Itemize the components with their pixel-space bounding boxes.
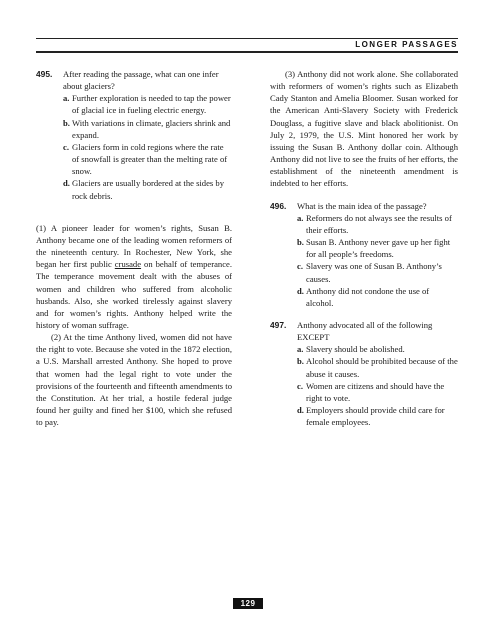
option-text: Glaciers are usually bordered at the sides by rock debris. bbox=[72, 178, 225, 201]
left-column bbox=[36, 68, 232, 428]
page-number: 129 bbox=[233, 598, 263, 609]
option-d bbox=[63, 177, 232, 201]
question-495 bbox=[36, 68, 232, 202]
option-letter: c. bbox=[63, 141, 69, 152]
question-stem: After reading the passage, what can one infer about glaciers? bbox=[63, 69, 219, 92]
option-letter: b. bbox=[63, 117, 70, 128]
option-letter: b. bbox=[297, 356, 304, 367]
option-d bbox=[297, 404, 458, 428]
passage-paragraph-2: (2) At the time Anthony lived, women did not have the right to vote. Because she voted in the 1872 election, a U.S. Marshall arrested Anthony. She hoped to prove that women had the legal right to vote under the provisions of the fourteenth and fifteenth amendments to the Constitution. At her trial, a hostile federal judge found her guilty and fined her $100, which she refused to pay. bbox=[36, 332, 232, 428]
option-text: Glaciers form in cold regions where the rate of snowfall is greater than the melting rate of snow. bbox=[72, 141, 228, 177]
question-496 bbox=[270, 200, 458, 309]
option-b bbox=[63, 117, 232, 141]
option-a bbox=[297, 212, 458, 236]
paragraph-text: (1) A pioneer leader for women’s rights, Susan B. Anthony became one of the leading women reformers of the nineteenth century. In Rochester, New York, she began her first public bbox=[36, 222, 232, 270]
running-header bbox=[36, 38, 458, 52]
option-letter: a. bbox=[63, 93, 70, 104]
option-c bbox=[63, 141, 232, 177]
option-letter: d. bbox=[297, 405, 304, 416]
option-text: Alcohol should be prohibited because of the abuse it causes. bbox=[306, 356, 458, 379]
option-c bbox=[297, 380, 458, 404]
question-stem: What is the main idea of the passage? bbox=[297, 200, 427, 211]
question-number: 495. bbox=[36, 69, 53, 79]
option-letter: c. bbox=[297, 261, 303, 272]
paragraph-text: on behalf of temperance. The temperance movement dealt with the abuses of women and children who suffered from alcoholic husbands. Also, she worked tirelessly against slavery and for women’s rights. Anthony helped write the history of woman suffrage. bbox=[36, 259, 232, 330]
option-letter: c. bbox=[297, 380, 303, 391]
option-b bbox=[297, 355, 458, 379]
header-top-rule bbox=[36, 38, 458, 39]
option-text: With variations in climate, glaciers shrink and expand. bbox=[72, 117, 231, 140]
question-497 bbox=[270, 319, 458, 428]
option-text: Reformers do not always see the results of their efforts. bbox=[306, 212, 452, 235]
passage-paragraph-1 bbox=[36, 222, 232, 331]
question-stem: Anthony advocated all of the following EXCEPT bbox=[297, 319, 433, 343]
option-text: Susan B. Anthony never gave up her fight for all people’s freedoms. bbox=[306, 237, 451, 260]
header-title: LONGER PASSAGES bbox=[355, 40, 458, 49]
option-text: Anthony did not condone the use of alcohol. bbox=[306, 285, 430, 308]
question-number: 496. bbox=[270, 200, 287, 211]
option-text: Slavery should be abolished. bbox=[306, 344, 405, 355]
option-c bbox=[297, 260, 458, 284]
spacer bbox=[270, 190, 458, 200]
option-text: Employers should provide child care for female employees. bbox=[306, 405, 445, 428]
question-number: 497. bbox=[270, 319, 287, 330]
option-letter: d. bbox=[297, 285, 304, 296]
option-b bbox=[297, 236, 458, 260]
option-letter: a. bbox=[297, 344, 304, 355]
passage-paragraph-3: (3) Anthony did not work alone. She collaborated with reformers of women’s rights such as Elizabeth Cady Stanton and Amelia Bloomer. Susan worked for the American Anti-Slavery Society with Frederick Douglass, a fugitive slave and black abolitionist. On July 2, 1979, the U.S. Mint honored her work by issuing the Susan B. Anthony dollar coin. Although Anthony did not live to see the fruits of her efforts, the establishment of the nineteenth amendment is indebted to her efforts. bbox=[270, 69, 458, 189]
spacer bbox=[36, 212, 232, 222]
option-a bbox=[297, 343, 458, 355]
option-a bbox=[63, 92, 232, 116]
option-d bbox=[297, 285, 458, 309]
underlined-word: crusade bbox=[114, 259, 142, 270]
option-letter: d. bbox=[63, 178, 70, 189]
option-text: Slavery was one of Susan B. Anthony’s causes. bbox=[306, 261, 442, 284]
right-column bbox=[270, 68, 458, 438]
option-letter: b. bbox=[297, 237, 304, 248]
option-text: Women are citizens and should have the right to vote. bbox=[306, 380, 445, 403]
header-bottom-rule bbox=[36, 51, 458, 53]
option-text: Further exploration is needed to tap the power of glacial ice in fueling electric energy. bbox=[72, 93, 231, 116]
option-letter: a. bbox=[297, 212, 304, 223]
